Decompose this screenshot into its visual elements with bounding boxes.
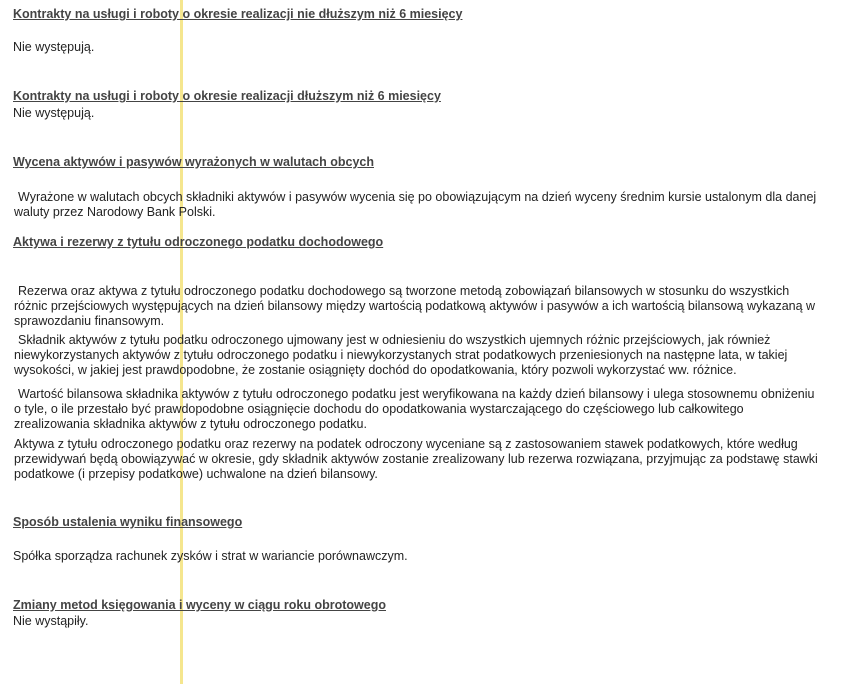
section-heading-financial-result: Sposób ustalenia wyniku finansowego: [13, 515, 243, 529]
section-heading-currency-valuation: Wycena aktywów i pasywów wyrażonych w walutach obcych: [13, 155, 374, 169]
section-text-contracts-long: Nie występują.: [13, 106, 95, 120]
section-text-deferred-tax-2: Składnik aktywów z tytułu podatku odroczonego ujmowany jest w odniesieniu do wszystkich ujemnych różnic przejściowych, jak również niewykorzystanych aktywów z tytułu odroczonego podatku i niewykorzystanych strat podatkowych przeniesionych na następne lata, w takiej wysokości, w jakiej jest prawdopodobne, że zostanie osiągnięty dochód do opodatkowania, który pozwoli wykorzystać ww. różnice.: [14, 333, 788, 377]
section-text-financial-result: Spółka sporządza rachunek zysków i strat w wariancie porównawczym.: [13, 549, 408, 563]
section-heading-contracts-short: Kontrakty na usługi i roboty o okresie realizacji nie dłuższym niż 6 miesięcy: [13, 7, 463, 21]
section-text-currency-valuation: Wyrażone w walutach obcych składniki aktywów i pasywów wycenia się po obowiązującym na dzień wyceny średnim kursie ustalonym dla danej waluty przez Narodowy Bank Polski.: [14, 190, 817, 219]
section-heading-contracts-long: Kontrakty na usługi i roboty o okresie realizacji dłuższym niż 6 miesięcy: [13, 89, 441, 103]
section-heading-method-changes: Zmiany metod księgowania i wyceny w ciągu roku obrotowego: [13, 598, 386, 612]
section-text-deferred-tax-4: Aktywa z tytułu odroczonego podatku oraz rezerwy na podatek odroczony wyceniane są z zastosowaniem stawek podatkowych, które według przewidywań będą obowiązywać w okresie, gdy składnik aktywów zostanie zrealizowany lub rezerwa rozwiązana, przyjmując za podstawę stawki podatkowe (i przepisy podatkowe) uchwalone na dzień bilansowy.: [14, 437, 818, 481]
section-text-method-changes: Nie wystąpiły.: [13, 614, 89, 628]
section-heading-deferred-tax: Aktywa i rezerwy z tytułu odroczonego podatku dochodowego: [13, 235, 384, 249]
section-text-contracts-short: Nie występują.: [13, 40, 95, 54]
section-text-deferred-tax-1: Rezerwa oraz aktywa z tytułu odroczonego podatku dochodowego są tworzone metodą zobowiązań bilansowych w stosunku do wszystkich różnic przejściowych występujących na dzień bilansowy między wartością podatkową aktywów i pasywów a ich wartością bilansową wykazaną w sprawozdaniu finansowym.: [14, 284, 816, 328]
section-text-deferred-tax-3: Wartość bilansowa składnika aktywów z tytułu odroczonego podatku jest weryfikowana na każdy dzień bilansowy i ulega stosownemu obniżeniu o tyle, o ile przestało być prawdopodobne osiągnięcie dochodu do opodatkowania wystarczającego do częściowego lub całkowitego zrealizowania składnika aktywów z tytułu odroczonego podatku.: [14, 387, 815, 431]
